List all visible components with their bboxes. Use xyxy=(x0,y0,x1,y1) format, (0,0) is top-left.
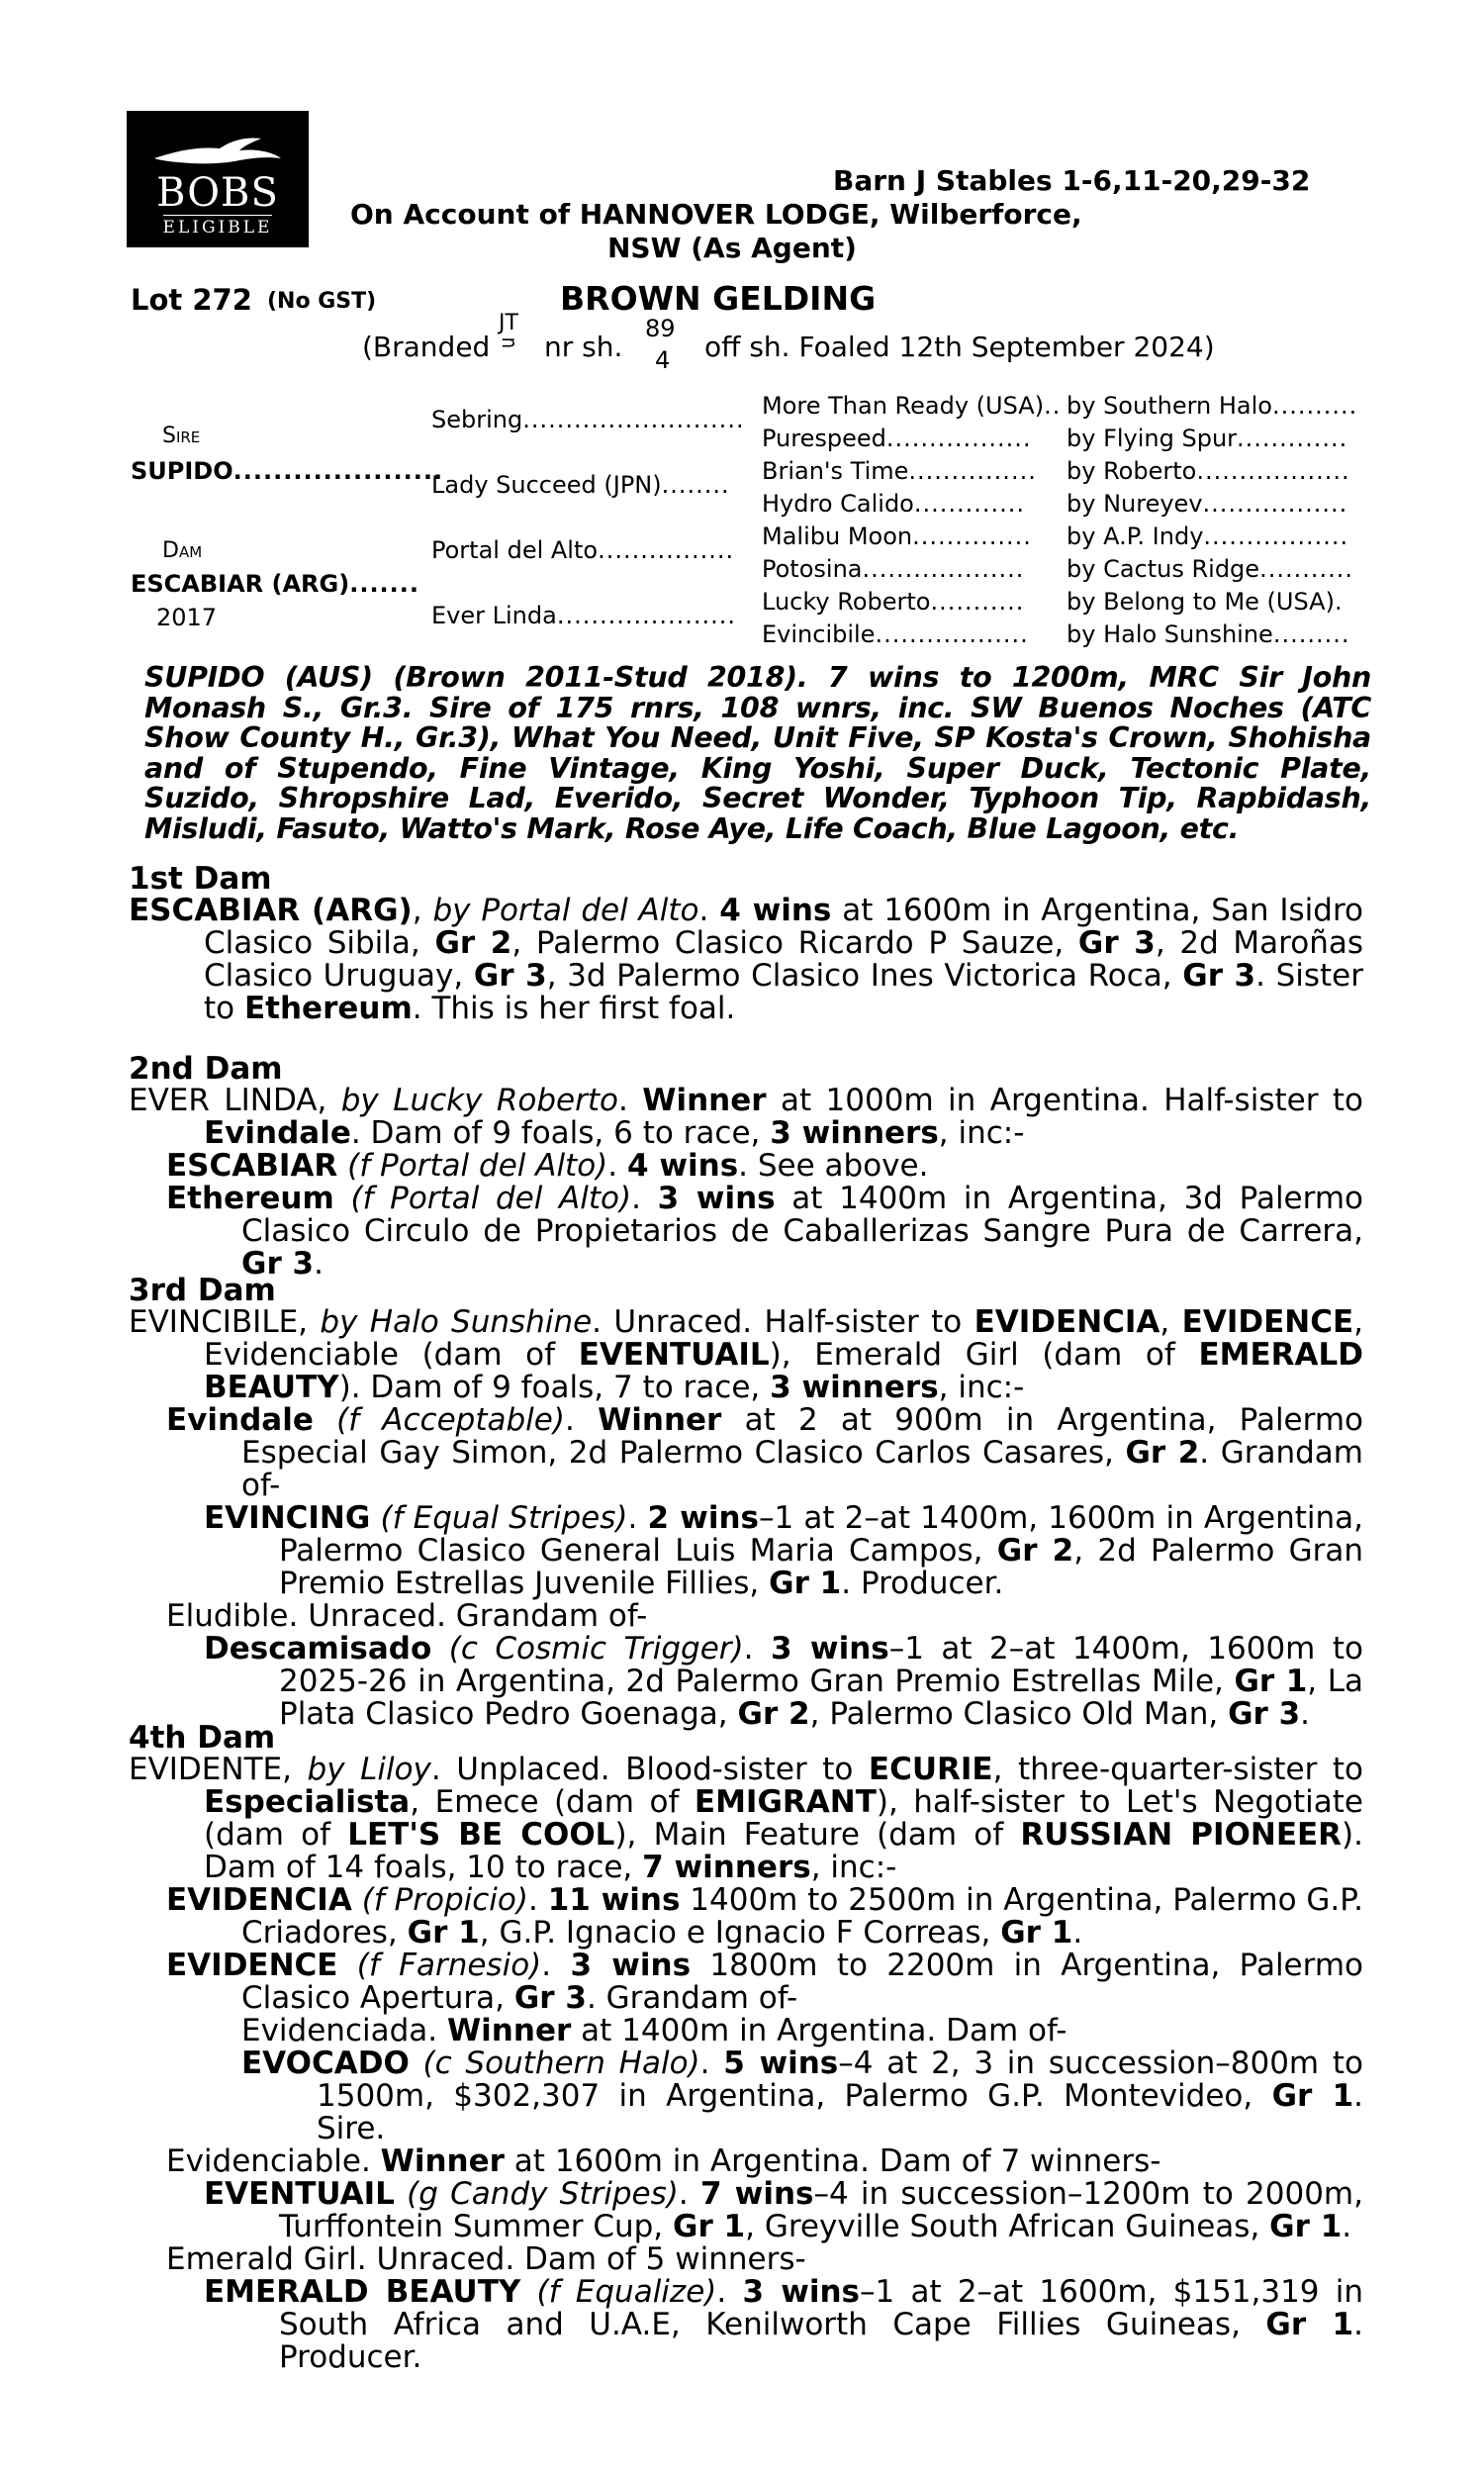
t: , inc:- xyxy=(938,1370,1025,1405)
t: by Lucky Roberto xyxy=(340,1083,618,1118)
dam-label: Dam xyxy=(162,538,203,563)
gen3-2-name: Brian's Time xyxy=(762,457,909,485)
fourth-dam-heading: 4th Dam xyxy=(129,1720,276,1756)
brand-mark xyxy=(499,313,518,350)
gen3-1-by-text: by Flying Spur xyxy=(1067,425,1238,452)
t: Winner xyxy=(642,1083,767,1118)
pedigree-gen3-3: Hydro Calido............. xyxy=(762,490,1026,518)
t: EVIDENCE xyxy=(1181,1304,1354,1340)
t: EVINCING xyxy=(204,1500,371,1536)
t: Gr 3 xyxy=(1077,925,1156,961)
t: at 1600m in Argentina, San Isidro Clasico Sibila, xyxy=(204,893,1363,961)
t: EMERALD BEAUTY xyxy=(204,1337,1363,1405)
pedigree-gen3-3-by: by Nureyev................. xyxy=(1067,490,1348,518)
t: RUSSIAN PIONEER xyxy=(1020,1817,1343,1853)
t: (f Portal del Alto) xyxy=(337,1148,608,1184)
t: . Grandam of- xyxy=(241,1435,1363,1503)
brand-glyph-bottom: ᴝ xyxy=(500,332,517,352)
pedigree-gen3-7-by: by Halo Sunshine......... xyxy=(1067,620,1350,648)
pedigree-gen3-6: Lucky Roberto........... xyxy=(762,588,1025,616)
t: Ethereum xyxy=(243,991,413,1026)
third-dam-grandprogeny-1 xyxy=(129,1502,1363,1600)
t: , Evidenciable (dam of xyxy=(204,1304,1363,1373)
third-dam-heading: 3rd Dam xyxy=(129,1273,276,1308)
bobs-eligible-logo xyxy=(127,111,309,247)
vendor-line1: On Account of HANNOVER LODGE, Wilberforce, xyxy=(350,198,1082,231)
gen3-1-name: Purespeed xyxy=(762,425,886,452)
t: Gr 1 xyxy=(1269,2209,1343,2244)
horse-icon xyxy=(148,129,287,172)
gst-note: (No GST) xyxy=(267,289,377,314)
t: . Producer. xyxy=(841,1566,1004,1601)
t: . Dam of 9 foals, 6 to race, xyxy=(350,1115,771,1151)
second-dam-heading: 2nd Dam xyxy=(129,1051,283,1087)
fourth-dam-progeny-4 xyxy=(129,2243,1363,2276)
t: Gr 2 xyxy=(434,925,512,961)
t: Evidenciada. xyxy=(241,2013,447,2048)
t: Gr 3 xyxy=(1182,958,1256,994)
t: 3 winners xyxy=(770,1115,939,1151)
t: (f Equalize) xyxy=(520,2274,717,2310)
t: , 3d Palermo Clasico Ines Victorica Roca, xyxy=(546,958,1183,994)
vendor-line2: NSW (As Agent) xyxy=(607,232,857,264)
second-dam-text xyxy=(129,1085,1363,1150)
t: 5 wins xyxy=(723,2046,839,2081)
brand-off-side-foaled: off sh. Foaled 12th September 2024) xyxy=(704,331,1215,363)
t: EVOCADO xyxy=(241,2046,410,2081)
gen2-1-text: Lady Succeed (JPN) xyxy=(431,471,662,499)
t: by Halo Sunshine xyxy=(320,1304,593,1340)
t: ESCABIAR xyxy=(166,1148,338,1184)
pedigree-gen2-0: Sebring.......................... xyxy=(431,406,745,433)
t: EMERALD BEAUTY xyxy=(204,2274,521,2310)
t: LET'S BE COOL xyxy=(347,1817,615,1853)
t: Gr 2 xyxy=(1125,1435,1200,1471)
t: (f Portal del Alto) xyxy=(333,1181,632,1216)
second-dam-progeny-1 xyxy=(129,1150,1363,1183)
pedigree-gen3-2: Brian's Time............... xyxy=(762,457,1037,485)
t: , Palermo Clasico Ricardo P Sauze, xyxy=(511,925,1078,961)
brand-number-bottom: 4 xyxy=(655,346,671,374)
t: , Greyville South African Guineas, xyxy=(745,2209,1270,2244)
t: . xyxy=(631,1181,658,1216)
pedigree-gen2-3: Ever Linda..................... xyxy=(431,602,737,629)
t: (c Cosmic Trigger) xyxy=(431,1631,744,1666)
fourth-dam-grandprogeny-1 xyxy=(166,2015,1363,2047)
t: ). Dam of 9 foals, 7 to race, xyxy=(338,1370,771,1405)
t: (f Farnesio) xyxy=(337,1948,542,1983)
t: 4 wins xyxy=(627,1148,739,1184)
dam-foal-year: 2017 xyxy=(156,604,218,631)
t: . Sire. xyxy=(317,2078,1363,2146)
t: 11 wins xyxy=(547,1882,681,1918)
dam-name: ESCABIAR (ARG)....... xyxy=(131,570,420,598)
pedigree-gen3-0: More Than Ready (USA).. xyxy=(762,392,1062,420)
logo-line2: ELIGIBLE xyxy=(163,215,273,238)
brand-glyph: JT xyxy=(499,311,518,335)
t: Especialista xyxy=(204,1784,411,1820)
pedigree-gen3-5: Potosina................... xyxy=(762,555,1025,583)
t: . xyxy=(1072,1915,1083,1951)
t: Gr 2 xyxy=(737,1696,810,1732)
t: , La Plata Clasico Pedro Goenaga, xyxy=(279,1664,1363,1732)
t: (f Acceptable) xyxy=(313,1402,565,1438)
t: by Portal del Alto xyxy=(432,893,699,928)
t: Gr 1 xyxy=(1000,1915,1073,1951)
pedigree-gen2-1: Lady Succeed (JPN)........ xyxy=(431,471,730,499)
t: 7 wins xyxy=(699,2176,814,2212)
fourth-dam-text xyxy=(129,1754,1363,1884)
t: . xyxy=(1342,2209,1352,2244)
t: . Producer. xyxy=(279,2307,1363,2375)
t: EVIDENCIA xyxy=(166,1882,352,1918)
t: Evidenciable. xyxy=(166,2143,381,2179)
t: Gr 1 xyxy=(1271,2078,1354,2114)
t: –1 at 2–at 1600m, $151,319 in South Africa and U.A.E, Kenilworth Cape Fillies Guineas, xyxy=(279,2274,1364,2342)
pedigree-gen3-7: Evincibile.................. xyxy=(762,620,1029,648)
t: Gr 1 xyxy=(1265,2307,1354,2342)
sire-name-text: SUPIDO xyxy=(131,457,233,485)
fourth-dam-greatgrandprogeny-1 xyxy=(129,2047,1363,2145)
brand-number-top: 89 xyxy=(645,315,676,342)
gen3-3-name: Hydro Calido xyxy=(762,490,914,518)
t: ECURIE xyxy=(868,1752,993,1787)
t: . xyxy=(607,1148,627,1184)
brand-near-side: nr sh. xyxy=(544,331,623,363)
second-dam-entry xyxy=(129,1085,1363,1281)
gen3-5-name: Potosina xyxy=(762,555,863,583)
t: at 1000m in Argentina. Half-sister to xyxy=(766,1083,1363,1118)
pedigree-gen3-4-by: by A.P. Indy................. xyxy=(1067,523,1349,550)
t: , inc:- xyxy=(810,1850,897,1885)
t: Ethereum xyxy=(166,1181,334,1216)
gen3-3-by-text: by Nureyev xyxy=(1067,490,1203,518)
gen2-3-text: Ever Linda xyxy=(431,602,557,629)
pedigree-gen3-2-by: by Roberto.................. xyxy=(1067,457,1350,485)
t: Gr 1 xyxy=(673,2209,746,2244)
t: EVIDENCIA xyxy=(974,1304,1160,1340)
fourth-dam-entry xyxy=(129,1754,1363,2374)
t: ), half-sister to Let's Negotiate (dam of xyxy=(204,1784,1363,1853)
t: . xyxy=(678,2176,700,2212)
t: Gr 1 xyxy=(1234,1664,1308,1699)
third-dam-progeny-2 xyxy=(129,1600,1363,1633)
t: –4 at 2, 3 in succession–800m to 1500m, $302,307 in Argentina, Palermo G.P. Montevideo, xyxy=(317,2046,1363,2114)
t: EVIDENTE, xyxy=(129,1752,308,1787)
third-dam-progeny-1 xyxy=(129,1404,1363,1502)
t: ), Main Feature (dam of xyxy=(614,1817,1021,1853)
gen3-7-name: Evincibile xyxy=(762,620,876,648)
t: (f Propicio) xyxy=(351,1882,528,1918)
t: . xyxy=(618,1083,643,1118)
t: EVIDENCE xyxy=(166,1948,338,1983)
gen2-0-text: Sebring xyxy=(431,406,523,433)
fourth-dam-grandprogeny-2 xyxy=(129,2178,1363,2243)
t: Gr 3 xyxy=(241,1246,315,1282)
t: . Grandam of- xyxy=(586,1980,798,2016)
t: ), Emerald Girl (dam of xyxy=(769,1337,1199,1373)
t: (c Southern Halo) xyxy=(409,2046,700,2081)
t: Eludible. Unraced. Grandam of- xyxy=(166,1598,648,1634)
t: , xyxy=(1159,1304,1182,1340)
t: . Unraced. Half-sister to xyxy=(592,1304,974,1340)
t: at 1600m in Argentina. Dam of 7 winners- xyxy=(504,2143,1161,2179)
gen3-4-by-text: by A.P. Indy xyxy=(1067,523,1204,550)
t: EVENTUAIL xyxy=(204,2176,395,2212)
t: ESCABIAR (ARG) xyxy=(129,893,413,928)
t: , three-quarter-sister to xyxy=(992,1752,1363,1787)
t: 3 wins xyxy=(770,1631,889,1666)
t: , inc:- xyxy=(938,1115,1025,1151)
t: 3 wins xyxy=(742,2274,860,2310)
t: , 2d Maroñas Clasico Uruguay, xyxy=(204,925,1364,994)
t: 3 winners xyxy=(770,1370,939,1405)
gen3-6-by-text: by Belong to Me (USA) xyxy=(1067,588,1335,616)
t: Emerald Girl. Unraced. Dam of 5 winners- xyxy=(166,2241,806,2277)
t: –4 in succession–1200m to 2000m, Turffontein Summer Cup, xyxy=(279,2176,1363,2244)
t: ). Dam of 14 foals, 10 to race, xyxy=(204,1817,1363,1885)
first-dam-text xyxy=(129,895,1363,1025)
t: Winner xyxy=(598,1402,722,1438)
t: 2 wins xyxy=(647,1500,759,1536)
third-dam-entry xyxy=(129,1306,1363,1731)
second-dam-progeny-2 xyxy=(129,1183,1363,1281)
t: (f Equal Stripes) xyxy=(370,1500,628,1536)
lot-number: Lot 272 xyxy=(131,283,252,317)
sire-name: SUPIDO..................... xyxy=(131,457,444,485)
t: EMIGRANT xyxy=(694,1784,877,1820)
gen2-2-text: Portal del Alto xyxy=(431,536,599,564)
t: EVINCIBILE, xyxy=(129,1304,321,1340)
t: Evindale xyxy=(166,1402,314,1438)
t: Winner xyxy=(380,2143,505,2179)
t: Descamisado xyxy=(204,1631,432,1666)
t: EVER LINDA, xyxy=(129,1083,341,1118)
gen3-0-by-text: by Southern Halo xyxy=(1067,392,1272,420)
pedigree-gen3-5-by: by Cactus Ridge........... xyxy=(1067,555,1353,583)
t: . xyxy=(698,893,720,928)
pedigree-gen3-1: Purespeed................. xyxy=(762,425,1032,452)
logo-line1: BOBS xyxy=(156,170,279,216)
t: Evindale xyxy=(204,1115,351,1151)
t: 3 wins xyxy=(657,1181,776,1216)
dam-name-text: ESCABIAR (ARG) xyxy=(131,570,350,598)
t: , Emece (dam of xyxy=(410,1784,695,1820)
pedigree-gen3-4: Malibu Moon.............. xyxy=(762,523,1032,550)
sire-summary: SUPIDO (AUS) (Brown 2011-Stud 2018). 7 wins to 1200m, MRC Sir John Monash S., Gr.3. Sire of 175 rnrs, 108 wnrs, inc. SW Buenos Noches (ATC Show County H., Gr.3), What You Need, Unit Five, SP Kosta's Crown, Shohisha and of Stupendo, Fine Vintage, King Yoshi, Super Duck, Tectonic Plate, Suzido, Shropshire Lad, Everido, Secret Wonder, Typhoon Tip, Rapbidash, Misludi, Fasuto, Watto's Mark, Rose Aye, Life Coach, Blue Lagoon, etc. xyxy=(144,661,1371,845)
t: at 1400m in Argentina, 3d Palermo Clasico Circulo de Propietarios de Caballerizas Sangre Pura de Carrera, xyxy=(241,1181,1363,1249)
t: Gr 1 xyxy=(407,1915,480,1951)
t: . Unplaced. Blood-sister to xyxy=(430,1752,869,1787)
fourth-dam-progeny-2 xyxy=(129,1950,1363,2015)
brand-prefix: (Branded xyxy=(362,331,491,363)
gen3-7-by-text: by Halo Sunshine xyxy=(1067,620,1273,648)
t: by Liloy xyxy=(307,1752,431,1787)
t: , Palermo Clasico Old Man, xyxy=(809,1696,1229,1732)
t: at 1400m in Argentina. Dam of- xyxy=(571,2013,1067,2048)
t: . xyxy=(627,1500,648,1536)
t: . xyxy=(527,1882,548,1918)
lot-title: BROWN GELDING xyxy=(560,279,877,318)
t: . xyxy=(743,1631,771,1666)
gen3-0-name: More Than Ready (USA) xyxy=(762,392,1045,420)
t: , 2d Palermo Gran Premio Estrellas Juvenile Fillies, xyxy=(279,1533,1363,1601)
gen3-5-by-text: by Cactus Ridge xyxy=(1067,555,1260,583)
t: –1 at 2–at 1400m, 1600m to 2025-26 in Argentina, 2d Palermo Gran Premio Estrellas Mile, xyxy=(279,1631,1363,1699)
t: . xyxy=(1300,1696,1311,1732)
t: Winner xyxy=(446,2013,572,2048)
fourth-dam-grandprogeny-3 xyxy=(129,2276,1363,2374)
t: . xyxy=(541,1948,571,1983)
t: Gr 2 xyxy=(996,1533,1074,1569)
pedigree-gen3-1-by: by Flying Spur............. xyxy=(1067,425,1348,452)
third-dam-grandprogeny-2 xyxy=(129,1633,1363,1731)
t: . xyxy=(564,1402,599,1438)
pedigree-gen2-2: Portal del Alto................ xyxy=(431,536,735,564)
t: 1800m to 2200m in Argentina, Palermo Clasico Apertura, xyxy=(241,1948,1363,2016)
t: Gr 3 xyxy=(513,1980,587,2016)
first-dam-heading: 1st Dam xyxy=(129,861,272,897)
t: . xyxy=(314,1246,324,1282)
t: 7 winners xyxy=(642,1850,811,1885)
sire-label: Sire xyxy=(162,424,201,448)
t: 4 wins xyxy=(719,893,832,928)
gen3-4-name: Malibu Moon xyxy=(762,523,913,550)
t: , xyxy=(412,893,433,928)
t: 1400m to 2500m in Argentina, Palermo G.P. Criadores, xyxy=(241,1882,1363,1951)
pedigree-gen3-0-by: by Southern Halo.......... xyxy=(1067,392,1358,420)
t: . See above. xyxy=(738,1148,929,1184)
t: (g Candy Stripes) xyxy=(394,2176,679,2212)
first-dam-entry xyxy=(129,895,1363,1025)
t: 3 wins xyxy=(570,1948,692,1983)
barn-location: Barn J Stables 1-6,11-20,29-32 xyxy=(833,164,1311,197)
fourth-dam-progeny-3 xyxy=(129,2145,1363,2178)
t: Gr 3 xyxy=(1228,1696,1301,1732)
third-dam-text xyxy=(129,1306,1363,1404)
t: . This is her first foal. xyxy=(412,991,736,1026)
t: –1 at 2–at 1400m, 1600m in Argentina, Palermo Clasico General Luis Maria Campos, xyxy=(279,1500,1363,1569)
gen3-2-by-text: by Roberto xyxy=(1067,457,1197,485)
t: at 2 at 900m in Argentina, Palermo Especial Gay Simon, 2d Palermo Clasico Carlos Casares, xyxy=(241,1402,1363,1471)
t: . Sister to xyxy=(204,958,1363,1026)
t: Gr 3 xyxy=(473,958,547,994)
gen3-6-name: Lucky Roberto xyxy=(762,588,931,616)
fourth-dam-progeny-1 xyxy=(129,1884,1363,1950)
t: EVENTUAIL xyxy=(578,1337,770,1373)
t: . xyxy=(716,2274,743,2310)
pedigree-gen3-6-by: by Belong to Me (USA). xyxy=(1067,588,1343,616)
t: . xyxy=(699,2046,724,2081)
t: Gr 1 xyxy=(769,1566,842,1601)
t: , G.P. Ignacio e Ignacio F Correas, xyxy=(479,1915,1001,1951)
